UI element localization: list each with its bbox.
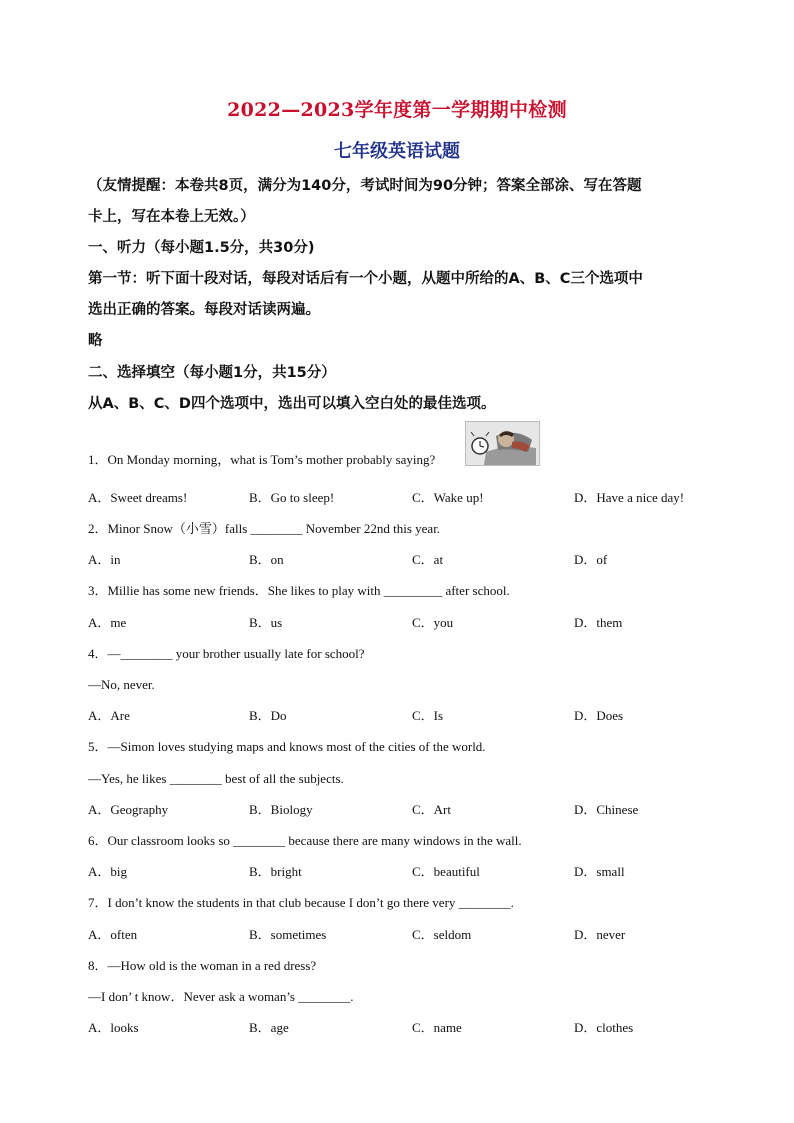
section1-omitted: 略: [88, 333, 103, 349]
q5-option-d: D．Chinese: [574, 802, 639, 817]
q3-option-a: A．me: [88, 615, 127, 630]
section1-instruction-2: 选出正确的答案。每段对话读两遍。: [88, 302, 320, 318]
q5-option-b: B．Biology: [249, 802, 313, 817]
q2-option-d: D．of: [574, 552, 608, 567]
q2-option-c: C．at: [412, 552, 444, 567]
section2-instruction: 从A、B、C、D四个选项中，选出可以填入空白处的最佳选项。: [88, 396, 496, 412]
section2-heading: 二、选择填空（每小题1分，共15分）: [88, 365, 336, 381]
question-8-reply: —I don’ t know．Never ask a woman’s ________.: [88, 989, 354, 1004]
question-2: 2．Minor Snow（小雪）falls ________ November 22nd this year.: [88, 521, 441, 536]
q4-option-c: C．Is: [412, 708, 444, 723]
q2-option-a: A．in: [88, 552, 121, 567]
q6-option-a: A．big: [88, 864, 128, 879]
question-4: 4．—________ your brother usually late for school?: [88, 646, 365, 661]
q8-option-a: A．looks: [88, 1020, 139, 1035]
q7-option-d: D．never: [574, 927, 626, 942]
q2-option-b: B．on: [249, 552, 284, 567]
q7-option-b: B．sometimes: [249, 927, 327, 942]
notice-line-1: （友情提醒：本卷共8页，满分为140分，考试时间为90分钟；答案全部涂、写在答题: [88, 178, 642, 194]
q4-option-b: B．Do: [249, 708, 287, 723]
q4-option-a: A．Are: [88, 708, 130, 723]
question-4-reply: —No, never.: [88, 677, 155, 692]
question-3: 3．Millie has some new friends．She likes to play with _________ after school.: [88, 583, 510, 598]
question-7: 7．I don’t know the students in that club because I don’t go there very ________.: [88, 895, 514, 910]
q6-option-c: C．beautiful: [412, 864, 480, 879]
q5-option-c: C．Art: [412, 802, 452, 817]
q3-option-d: D．them: [574, 615, 623, 630]
q6-option-b: B．bright: [249, 864, 302, 879]
q8-option-d: D．clothes: [574, 1020, 634, 1035]
question-5: 5．—Simon loves studying maps and knows most of the cities of the world.: [88, 739, 486, 754]
section1-heading: 一、听力（每小题1.5分，共30分): [88, 240, 315, 256]
q1-option-d: D．Have a nice day!: [574, 490, 685, 505]
q1-option-b: B．Go to sleep!: [249, 490, 335, 505]
question-1: 1．On Monday morning，what is Tom’s mother probably saying?: [88, 452, 436, 467]
q5-option-a: A．Geography: [88, 802, 169, 817]
question-5-reply: —Yes, he likes ________ best of all the subjects.: [88, 771, 344, 786]
sleeping-person-image: [465, 421, 540, 466]
q4-option-d: D．Does: [574, 708, 624, 723]
exam-title: 2022—2023学年度第一学期期中检测: [227, 99, 567, 121]
q6-option-d: D．small: [574, 864, 625, 879]
q1-option-c: C．Wake up!: [412, 490, 484, 505]
q3-option-b: B．us: [249, 615, 283, 630]
notice-line-2: 卡上，写在本卷上无效。）: [88, 209, 255, 225]
q8-option-b: B．age: [249, 1020, 289, 1035]
q7-option-a: A．often: [88, 927, 138, 942]
q3-option-c: C．you: [412, 615, 454, 630]
q1-option-a: A．Sweet dreams!: [88, 490, 188, 505]
exam-subtitle: 七年级英语试题: [334, 141, 460, 162]
q7-option-c: C．seldom: [412, 927, 472, 942]
question-8: 8．—How old is the woman in a red dress?: [88, 958, 317, 973]
q8-option-c: C．name: [412, 1020, 462, 1035]
question-6: 6．Our classroom looks so ________ because there are many windows in the wall.: [88, 833, 522, 848]
section1-instruction-1: 第一节：听下面十段对话，每段对话后有一个小题，从题中所给的A、B、C三个选项中: [88, 271, 643, 287]
